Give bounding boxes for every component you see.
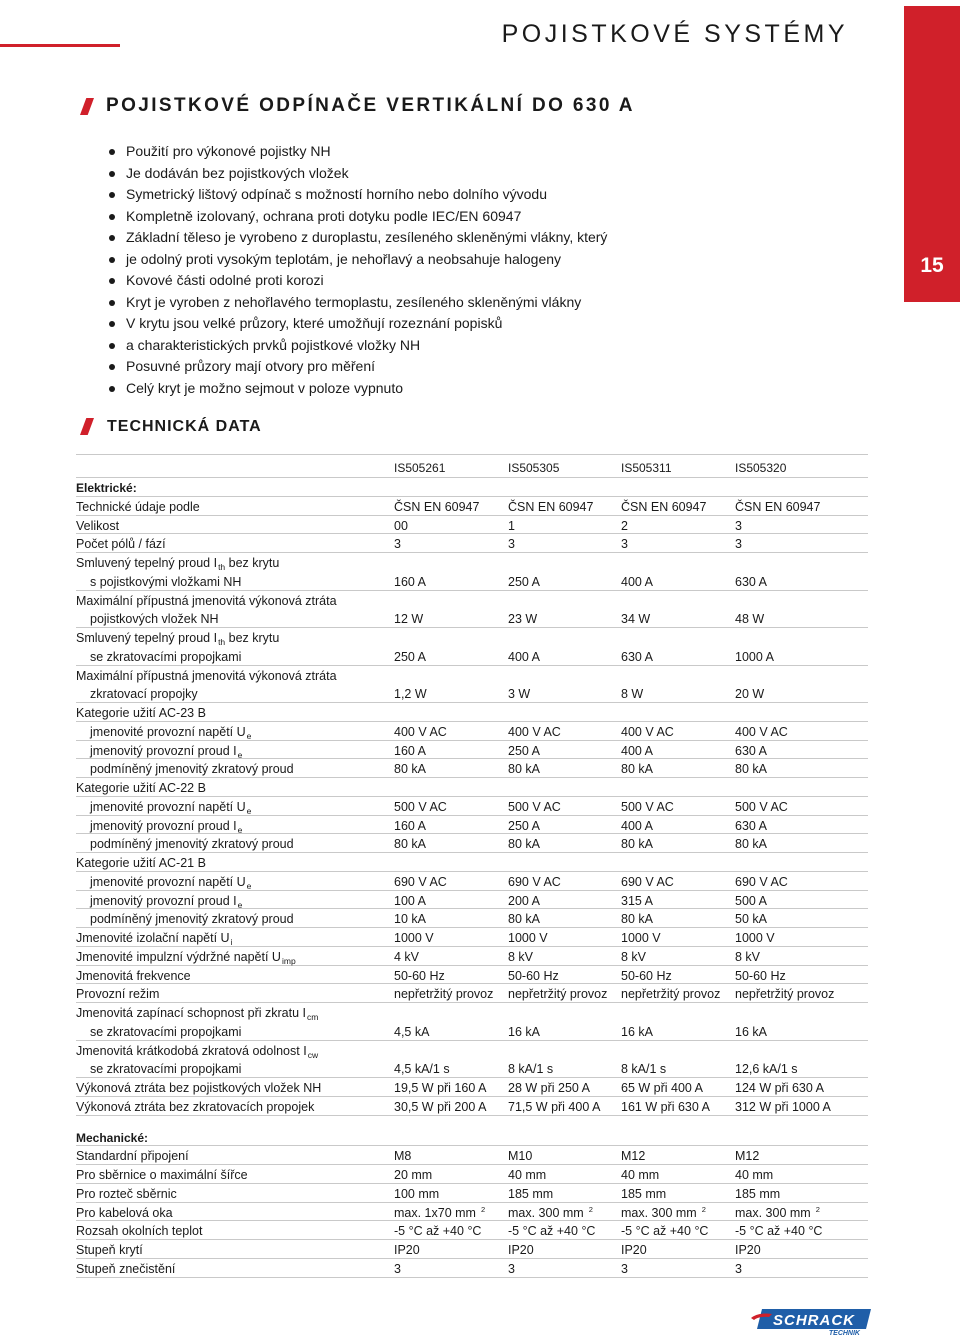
value-cell: 80 kA [621,837,653,852]
row-label: Výkonová ztráta bez pojistkových vložek NH [76,1081,322,1095]
value-cell: 50-60 Hz [735,968,786,983]
value-cell: IP20 [735,1243,761,1257]
table-row [76,1221,868,1240]
value-cell: 400 V AC [508,724,561,739]
value-cell: 3 [735,1261,742,1276]
tech-marker-icon [80,418,94,435]
value-cell: 40 mm [735,1168,774,1182]
value-cell: 400 V AC [394,724,447,739]
row-label: jmenovitý provozní proud $I_e$ [90,743,243,760]
row-label: Stupeň znečistění [76,1261,176,1276]
value-cell: 12,6 kA/1 s [735,1062,798,1077]
value-cell: ČSN EN 60947 [735,499,821,514]
value-cell: 80 kA [508,837,540,852]
feature-item: Základní těleso je vyrobeno z duroplastu, zesíleného skleněnými vlákny, který [107,227,607,249]
value-cell: 690 V AC [621,874,674,889]
row-label: podmíněný jmenovitý zkratový proud [90,837,294,852]
table-row [76,928,868,947]
value-cell: 124 W při 630 A [735,1081,824,1095]
value-cell: 8 kV [508,949,534,964]
value-cell: 250 A [508,574,540,589]
value-cell: 4,5 kA/1 s [394,1062,450,1077]
value-cell: 161 W při 630 A [621,1099,710,1114]
value-cell: 34 W [621,612,651,627]
table-row [76,628,868,647]
table-row [76,591,868,610]
value-cell: 20 W [735,687,765,702]
value-cell: 1000 A [735,649,774,664]
section-label: Mechanické: [76,1130,149,1145]
value-cell: 8 kV [735,949,761,964]
table-row [76,759,868,778]
value-cell: 8 kA/1 s [621,1062,667,1077]
table-row [76,666,868,685]
table-row [76,1165,868,1184]
row-label: zkratovací propojky [90,687,198,702]
table-row [76,1128,868,1147]
value-cell: M10 [508,1149,533,1164]
feature-item: Kryt je vyroben z nehořlavého termoplastu, zesíleného skleněnými vlákny [107,292,607,314]
value-cell: M12 [621,1149,646,1164]
value-cell: 185 mm [735,1186,781,1201]
value-cell: max. 300 mm $^2$ [735,1204,820,1220]
row-label: Kategorie užití AC-22 B [76,781,206,795]
row-label: se zkratovacími propojkami [90,1062,242,1077]
table-row [76,909,868,928]
spec-table [76,454,868,1278]
value-cell: 50-60 Hz [394,968,445,983]
column-header: IS505261 [394,461,446,475]
table-row [76,1203,868,1222]
feature-item: V krytu jsou velké průzory, které umožňují rozeznání popisků [107,313,607,335]
value-cell: IP20 [508,1243,534,1257]
section-heading: POJISTKOVÉ ODPÍNAČE VERTIKÁLNÍ DO 630 A [106,95,635,116]
value-cell: 23 W [508,612,538,627]
table-row [76,1240,868,1259]
value-cell: 185 mm [621,1186,667,1201]
value-cell: ČSN EN 60947 [394,499,480,514]
row-label: Provozní režim [76,987,160,1002]
row-label: Jmenovité impulzní výdržné napětí $U_{imp}$ [76,949,296,966]
value-cell: 28 W při 250 A [508,1081,590,1095]
table-row [76,478,868,497]
value-cell: 400 A [621,818,653,833]
value-cell: 3 [394,1261,401,1276]
row-label: Standardní připojení [76,1149,189,1164]
table-row [76,872,868,891]
value-cell: 400 A [621,574,653,589]
value-cell: 3 W [508,687,531,702]
table-row [76,966,868,985]
value-cell: 100 mm [394,1186,440,1201]
row-label: pojistkových vložek NH [90,612,219,627]
row-label: Stupeň krytí [76,1243,143,1257]
value-cell: 1000 V [735,931,775,945]
row-label: Rozsah okolních teplot [76,1224,203,1239]
value-cell: 20 mm [394,1168,433,1182]
table-row [76,516,868,535]
table-row [76,553,868,572]
value-cell: 3 [735,537,742,552]
value-cell: 160 A [394,818,426,833]
value-cell: 312 W při 1000 A [735,1099,831,1114]
column-header: IS505320 [735,461,787,475]
value-cell: 00 [394,518,408,533]
value-cell: 50-60 Hz [621,968,672,983]
value-cell: 250 A [508,743,540,758]
value-cell: 2 [621,518,628,533]
table-row [76,1184,868,1203]
table-row [76,947,868,966]
value-cell: IP20 [394,1243,420,1257]
value-cell: 50 kA [735,912,767,927]
value-cell: M8 [394,1149,412,1164]
table-row [76,834,868,853]
value-cell: 80 kA [508,912,540,927]
table-row [76,891,868,910]
row-label: Kategorie užití AC-21 B [76,856,206,870]
value-cell: 690 V AC [394,874,447,889]
row-label: Kategorie užití AC-23 B [76,706,206,720]
value-cell: 12 W [394,612,424,627]
feature-item: je odolný proti vysokým teplotám, je nehořlavý a neobsahuje halogeny [107,249,607,271]
page-title: POJISTKOVÉ SYSTÉMY [501,20,848,48]
value-cell: 48 W [735,612,765,627]
row-label: Smluvený tepelný proud $I_{th}$ bez krytu [76,556,280,572]
table-row [76,1022,868,1041]
value-cell: 1,2 W [394,687,427,702]
value-cell: 400 A [621,743,653,758]
table-row [76,1003,868,1022]
value-cell: 71,5 W při 400 A [508,1099,601,1114]
page-number: 15 [920,254,944,277]
value-cell: nepřetržitý provoz [394,987,494,1002]
row-label: jmenovité provozní napětí $U_e$ [90,874,252,891]
value-cell: 100 A [394,893,426,908]
value-cell: 19,5 W při 160 A [394,1081,487,1095]
value-cell: 160 A [394,574,426,589]
value-cell: 690 V AC [735,874,788,889]
table-spacer [76,1116,868,1128]
value-cell: nepřetržitý provoz [508,987,608,1002]
row-label: jmenovitý provozní proud $I_e$ [90,893,243,910]
value-cell: 10 kA [394,912,426,927]
value-cell: 500 V AC [508,799,561,814]
table-row [76,853,868,872]
value-cell: 1000 V [508,931,548,945]
value-cell: 3 [508,537,515,552]
value-cell: max. 1x70 mm $^2$ [394,1204,486,1220]
value-cell: 690 V AC [508,874,561,889]
row-label: s pojistkovými vložkami NH [90,574,242,589]
tech-heading: TECHNICKÁ DATA [107,418,262,435]
value-cell: 65 W při 400 A [621,1081,703,1095]
value-cell: 400 V AC [621,724,674,739]
value-cell: 630 A [735,743,767,758]
value-cell: max. 300 mm $^2$ [621,1204,706,1220]
row-label: Pro kabelová oka [76,1205,173,1220]
row-label: jmenovitý provozní proud $I_e$ [90,818,243,835]
value-cell: 16 kA [621,1024,653,1039]
row-label: Velikost [76,518,120,533]
row-label: se zkratovacími propojkami [90,1024,242,1039]
value-cell: 16 kA [508,1024,540,1039]
feature-item: Posuvné průzory mají otvory pro měření [107,356,607,378]
value-cell: 185 mm [508,1186,554,1201]
row-label: Jmenovitá zapínací schopnost při zkratu $I_{cm}$ [76,1006,319,1022]
row-label: Pro sběrnice o maximální šířce [76,1168,248,1182]
row-label: Výkonová ztráta bez zkratovacích propojek [76,1099,315,1114]
value-cell: 630 A [735,574,767,589]
logo-subtext: TECHNIK [828,1330,860,1336]
value-cell: 80 kA [508,762,540,777]
value-cell: max. 300 mm $^2$ [508,1204,593,1220]
value-cell: 80 kA [621,912,653,927]
value-cell: ČSN EN 60947 [508,499,594,514]
section-label: Elektrické: [76,481,137,495]
value-cell: 50-60 Hz [508,968,559,983]
value-cell: 40 mm [621,1168,660,1182]
row-label: Jmenovitá krátkodobá zkratová odolnost $I_{cw}$ [76,1043,319,1060]
table-row [76,647,868,666]
row-label: Maximální přípustná jmenovitá výkonová ztráta [76,593,337,608]
value-cell: 4 kV [394,949,420,964]
row-label: Technické údaje podle [76,499,200,514]
value-cell: 3 [735,518,742,533]
value-cell: 630 A [621,649,653,664]
table-row [76,778,868,797]
row-label: Počet pólů / fází [76,537,166,552]
section-marker-icon [80,98,94,115]
row-label: Jmenovité izolační napětí $U_i$ [76,931,233,947]
value-cell: 3 [394,537,401,552]
value-cell: -5 °C až +40 °C [508,1224,596,1239]
table-header-row [76,454,868,478]
value-cell: 40 mm [508,1168,547,1182]
value-cell: 160 A [394,743,426,758]
column-header: IS505305 [508,461,560,475]
value-cell: 3 [621,1261,628,1276]
feature-item: a charakteristických prvků pojistkové vložky NH [107,335,607,357]
row-label: podmíněný jmenovitý zkratový proud [90,912,294,927]
row-label: Maximální přípustná jmenovitá výkonová ztráta [76,668,337,683]
value-cell: -5 °C až +40 °C [394,1224,482,1239]
row-label: podmíněný jmenovitý zkratový proud [90,762,294,777]
feature-list [107,141,607,399]
feature-item: Kompletně izolovaný, ochrana proti dotyku podle IEC/EN 60947 [107,206,607,228]
value-cell: 8 kA/1 s [508,1062,554,1077]
value-cell: 16 kA [735,1024,767,1039]
table-row [76,1097,868,1116]
value-cell: -5 °C až +40 °C [621,1224,709,1239]
table-row [76,741,868,760]
feature-item: Je dodáván bez pojistkových vložek [107,163,607,185]
value-cell: 500 A [735,893,767,908]
value-cell: 4,5 kA [394,1024,430,1039]
feature-item: Použití pro výkonové pojistky NH [107,141,607,163]
table-row [76,609,868,628]
table-row [76,722,868,741]
value-cell: 630 A [735,818,767,833]
table-row [76,684,868,703]
row-label: Smluvený tepelný proud $I_{th}$ bez krytu [76,631,280,647]
value-cell: 80 kA [394,762,426,777]
value-cell: 80 kA [735,762,767,777]
logo-text: SCHRACK [773,1312,855,1329]
value-cell: 500 V AC [621,799,674,814]
feature-item: Kovové části odolné proti korozi [107,270,607,292]
value-cell: 8 W [621,687,644,702]
table-row [76,1059,868,1078]
feature-item: Celý kryt je možno sejmout v poloze vypnuto [107,378,607,400]
value-cell: 500 V AC [735,799,788,814]
table-row [76,497,868,516]
row-label: jmenovité provozní napětí $U_e$ [90,724,252,741]
value-cell: 80 kA [394,837,426,852]
feature-item: Symetrický lištový odpínač s možností horního nebo dolního vývodu [107,184,607,206]
table-row [76,1078,868,1097]
header-rule [0,44,120,47]
value-cell: nepřetržitý provoz [735,987,835,1002]
value-cell: 400 A [508,649,540,664]
value-cell: 250 A [508,818,540,833]
table-row [76,534,868,553]
table-row [76,797,868,816]
table-row [76,1259,868,1278]
value-cell: 1 [508,518,515,533]
table-row [76,984,868,1003]
row-label: Pro rozteč sběrnic [76,1186,177,1201]
row-label: se zkratovacími propojkami [90,649,242,664]
schrack-logo [748,1308,872,1336]
value-cell: 30,5 W při 200 A [394,1099,487,1114]
value-cell: 1000 V [621,931,661,945]
value-cell: 3 [621,537,628,552]
table-row [76,1041,868,1060]
table-row [76,816,868,835]
table-row [76,703,868,722]
row-label: Jmenovitá frekvence [76,968,191,983]
value-cell: 250 A [394,649,426,664]
value-cell: IP20 [621,1243,647,1257]
value-cell: 400 V AC [735,724,788,739]
row-label: jmenovité provozní napětí $U_e$ [90,799,252,816]
table-row [76,1146,868,1165]
value-cell: 3 [508,1261,515,1276]
value-cell: 200 A [508,893,540,908]
value-cell: 500 V AC [394,799,447,814]
table-row [76,572,868,591]
value-cell: 80 kA [735,837,767,852]
value-cell: -5 °C až +40 °C [735,1224,823,1239]
value-cell: ČSN EN 60947 [621,499,707,514]
column-header: IS505311 [621,461,672,475]
value-cell: nepřetržitý provoz [621,987,721,1002]
value-cell: 1000 V [394,931,434,945]
value-cell: 315 A [621,893,653,908]
value-cell: M12 [735,1149,760,1164]
value-cell: 8 kV [621,949,647,964]
value-cell: 80 kA [621,762,653,777]
